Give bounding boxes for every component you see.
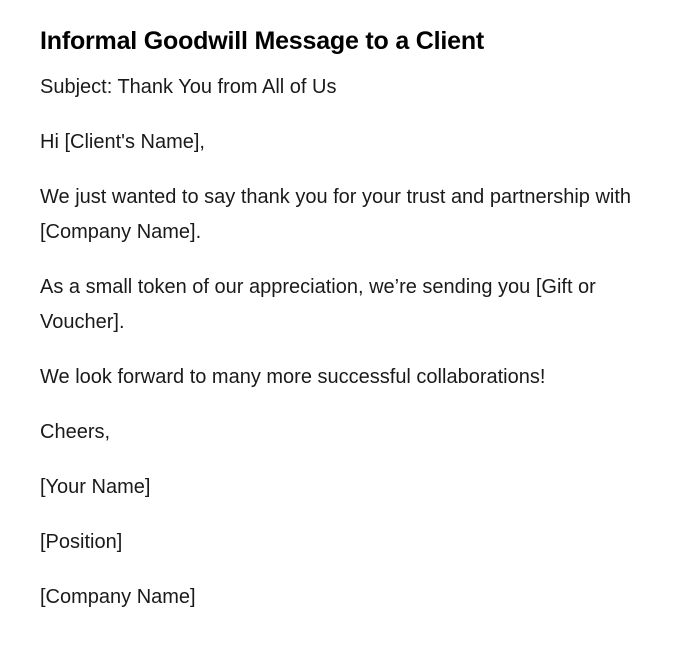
greeting: Hi [Client's Name],	[40, 131, 205, 153]
body-paragraph-gift: As a small token of our appreciation, we’re sending you [Gift or Voucher].	[40, 276, 596, 333]
signature-position: [Position]	[40, 531, 123, 553]
subject-line: Subject: Thank You from All of Us	[40, 76, 337, 98]
body-paragraph-collaboration: We look forward to many more successful collaborations!	[40, 366, 546, 388]
closing: Cheers,	[40, 421, 111, 443]
signature-name: [Your Name]	[40, 476, 151, 498]
body-paragraph-thanks: We just wanted to say thank you for your trust and partnership with [Company Name].	[40, 186, 632, 243]
signature-company: [Company Name]	[40, 586, 196, 608]
document-title: Informal Goodwill Message to a Client	[40, 27, 485, 55]
